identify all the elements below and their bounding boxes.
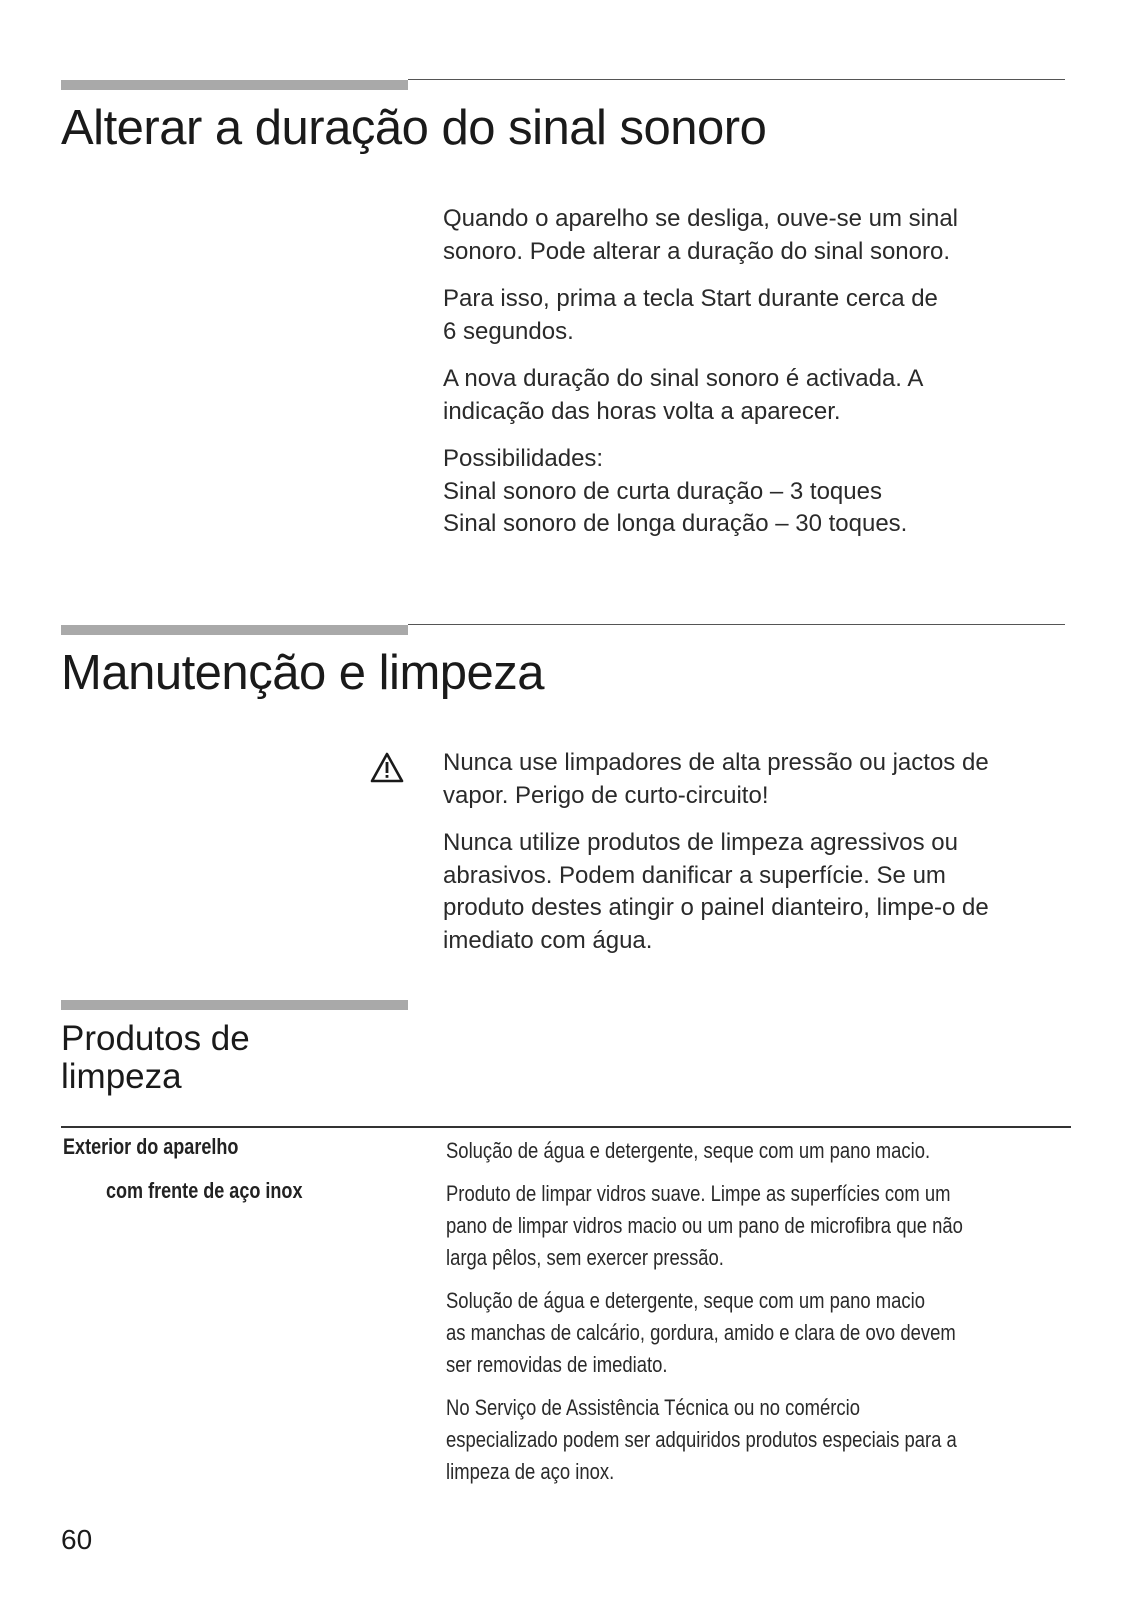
section-body xyxy=(443,747,1083,972)
paragraph: Nunca use limpadores de alta pressão ou jactos de vapor. Perigo de curto-circuito! xyxy=(443,749,989,809)
section-rule xyxy=(408,624,1065,625)
paragraph: Nunca utilize produtos de limpeza agressivos ou abrasivos. Podem danificar a superfície. Se um produto destes atingir o painel dianteiro, limpe-o de imediato com água. xyxy=(443,829,989,954)
section-title: Manutenção e limpeza xyxy=(61,646,545,700)
table-row-label: Exterior do aparelho xyxy=(63,1134,239,1159)
table-rule xyxy=(61,1126,1071,1128)
table-cell-text: Solução de água e detergente, seque com um pano macio as manchas de calcário, gordura, amido e clara de ovo devem ser removidas de imediato. xyxy=(446,1288,956,1377)
table-row-label: com frente de aço inox xyxy=(106,1178,303,1203)
paragraph: Quando o aparelho se desliga, ouve-se um sinal sonoro. Pode alterar a duração do sinal sonoro. xyxy=(443,205,958,265)
section-bar-thick xyxy=(61,625,408,635)
warning-triangle-icon xyxy=(370,752,404,784)
subsection-bar-thick xyxy=(61,1000,408,1010)
section-rule xyxy=(408,79,1065,80)
section-title: Alterar a duração do sinal sonoro xyxy=(61,101,767,155)
section-bar-thick xyxy=(61,80,408,90)
paragraph: Possibilidades: Sinal sonoro de curta duração – 3 toques Sinal sonoro de longa duração – 30 toques. xyxy=(443,445,908,537)
subsection-title: Produtos de limpeza xyxy=(61,1019,250,1096)
table-cell-text: Solução de água e detergente, seque com um pano macio. xyxy=(446,1138,931,1163)
page-number: 60 xyxy=(61,1524,93,1555)
table-cell xyxy=(446,1135,1045,1499)
table-cell-text: No Serviço de Assistência Técnica ou no comércio especializado podem ser adquiridos produtos especiais para a limpeza de aço inox. xyxy=(446,1395,957,1484)
paragraph: Para isso, prima a tecla Start durante cerca de 6 segundos. xyxy=(443,285,938,345)
table-cell-text: Produto de limpar vidros suave. Limpe as superfícies com um pano de limpar vidros macio ou um pano de microfibra que não larga pêlos, sem exercer pressão. xyxy=(446,1181,963,1270)
paragraph: A nova duração do sinal sonoro é activada. A indicação das horas volta a aparecer. xyxy=(443,365,924,425)
section-body xyxy=(443,203,1083,556)
